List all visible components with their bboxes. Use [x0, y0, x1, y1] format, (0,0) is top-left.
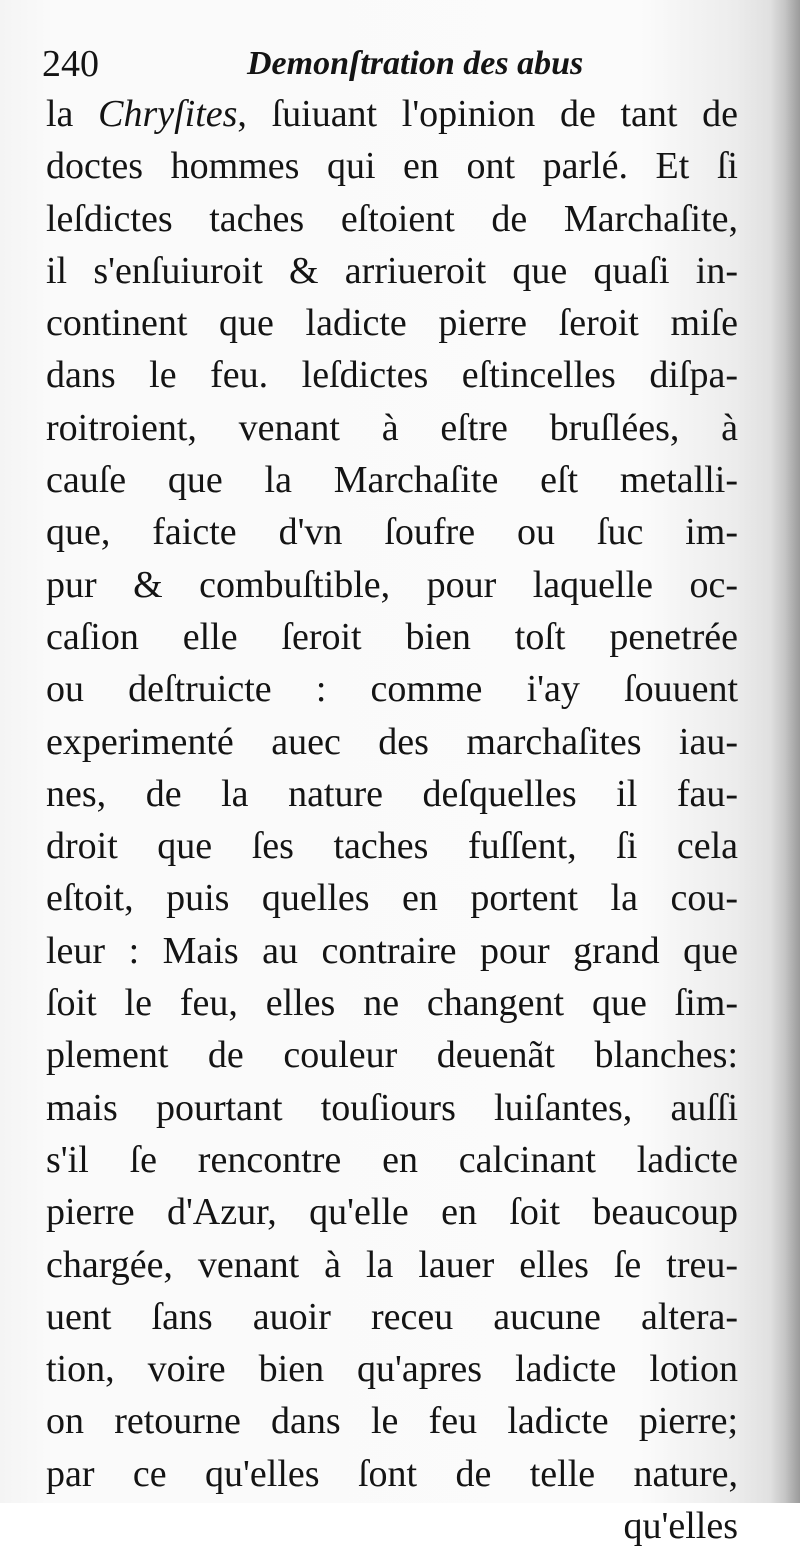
- text-line: pierre d'Azur, qu'elle en ſoit beaucoup: [46, 1191, 738, 1234]
- text-line: cauſe que la Marchaſite eſt metalli-: [46, 459, 738, 502]
- text-line: experimenté auec des marchaſites iau-: [46, 720, 738, 763]
- text-line: chargée, venant à la lauer elles ſe treu-: [46, 1243, 738, 1286]
- running-title: Demonſtration des abus: [247, 45, 584, 82]
- text-line: [46, 88, 738, 140]
- text-line: pur & combuſtible, pour laquelle oc-: [46, 563, 738, 606]
- running-head: [42, 38, 742, 90]
- text-line: par ce qu'elles ſont de telle nature,: [46, 1452, 738, 1495]
- chrysites-word: Chryſites: [98, 93, 238, 135]
- text-line: leur : Mais au contraire pour grand que: [46, 929, 738, 972]
- text-line: ſoit le feu, elles ne changent que ſim-: [46, 982, 738, 1025]
- text-line: il s'enſuiuroit & arriueroit que quaſi in-: [46, 249, 738, 292]
- text-line: continent que ladicte pierre ſeroit miſe: [46, 302, 738, 345]
- text-line: roitroient, venant à eſtre bruſlées, à: [46, 406, 738, 449]
- text-line: nes, de la nature deſquelles il fau-: [46, 772, 738, 815]
- text-line: plement de couleur deuenãt blanches:: [46, 1034, 738, 1077]
- text-line: s'il ſe rencontre en calcinant ladicte: [46, 1138, 738, 1181]
- line-1-prefix: la: [46, 93, 99, 135]
- text-line: uent ſans auoir receu aucune altera-: [46, 1295, 738, 1338]
- text-line: ou deſtruicte : comme i'ay ſouuent: [46, 668, 738, 711]
- page-gutter-shadow: [770, 0, 800, 1503]
- text-line: dans le feu. leſdictes eſtincelles diſpa-: [46, 354, 738, 397]
- text-line: leſdictes taches eſtoient de Marchaſite,: [46, 197, 738, 240]
- text-line: eſtoit, puis quelles en portent la cou-: [46, 877, 738, 920]
- body-text: [46, 88, 738, 1552]
- text-line: caſion elle ſeroit bien toſt penetrée: [46, 615, 738, 658]
- text-line: doctes hommes qui en ont parlé. Et ſi: [46, 145, 738, 188]
- line-1-suffix: , ſuiuant l'opinion de tant de: [237, 93, 738, 135]
- text-line: que, faicte d'vn ſoufre ou ſuc im-: [46, 511, 738, 554]
- catchword: qu'elles: [623, 1505, 738, 1548]
- page-number: 240: [42, 43, 99, 85]
- text-line: on retourne dans le feu ladicte pierre;: [46, 1400, 738, 1443]
- text-line: droit que ſes taches fuſſent, ſi cela: [46, 825, 738, 868]
- text-line: tion, voire bien qu'apres ladicte lotion: [46, 1348, 738, 1391]
- text-line: mais pourtant touſiours luiſantes, auſſi: [46, 1086, 738, 1129]
